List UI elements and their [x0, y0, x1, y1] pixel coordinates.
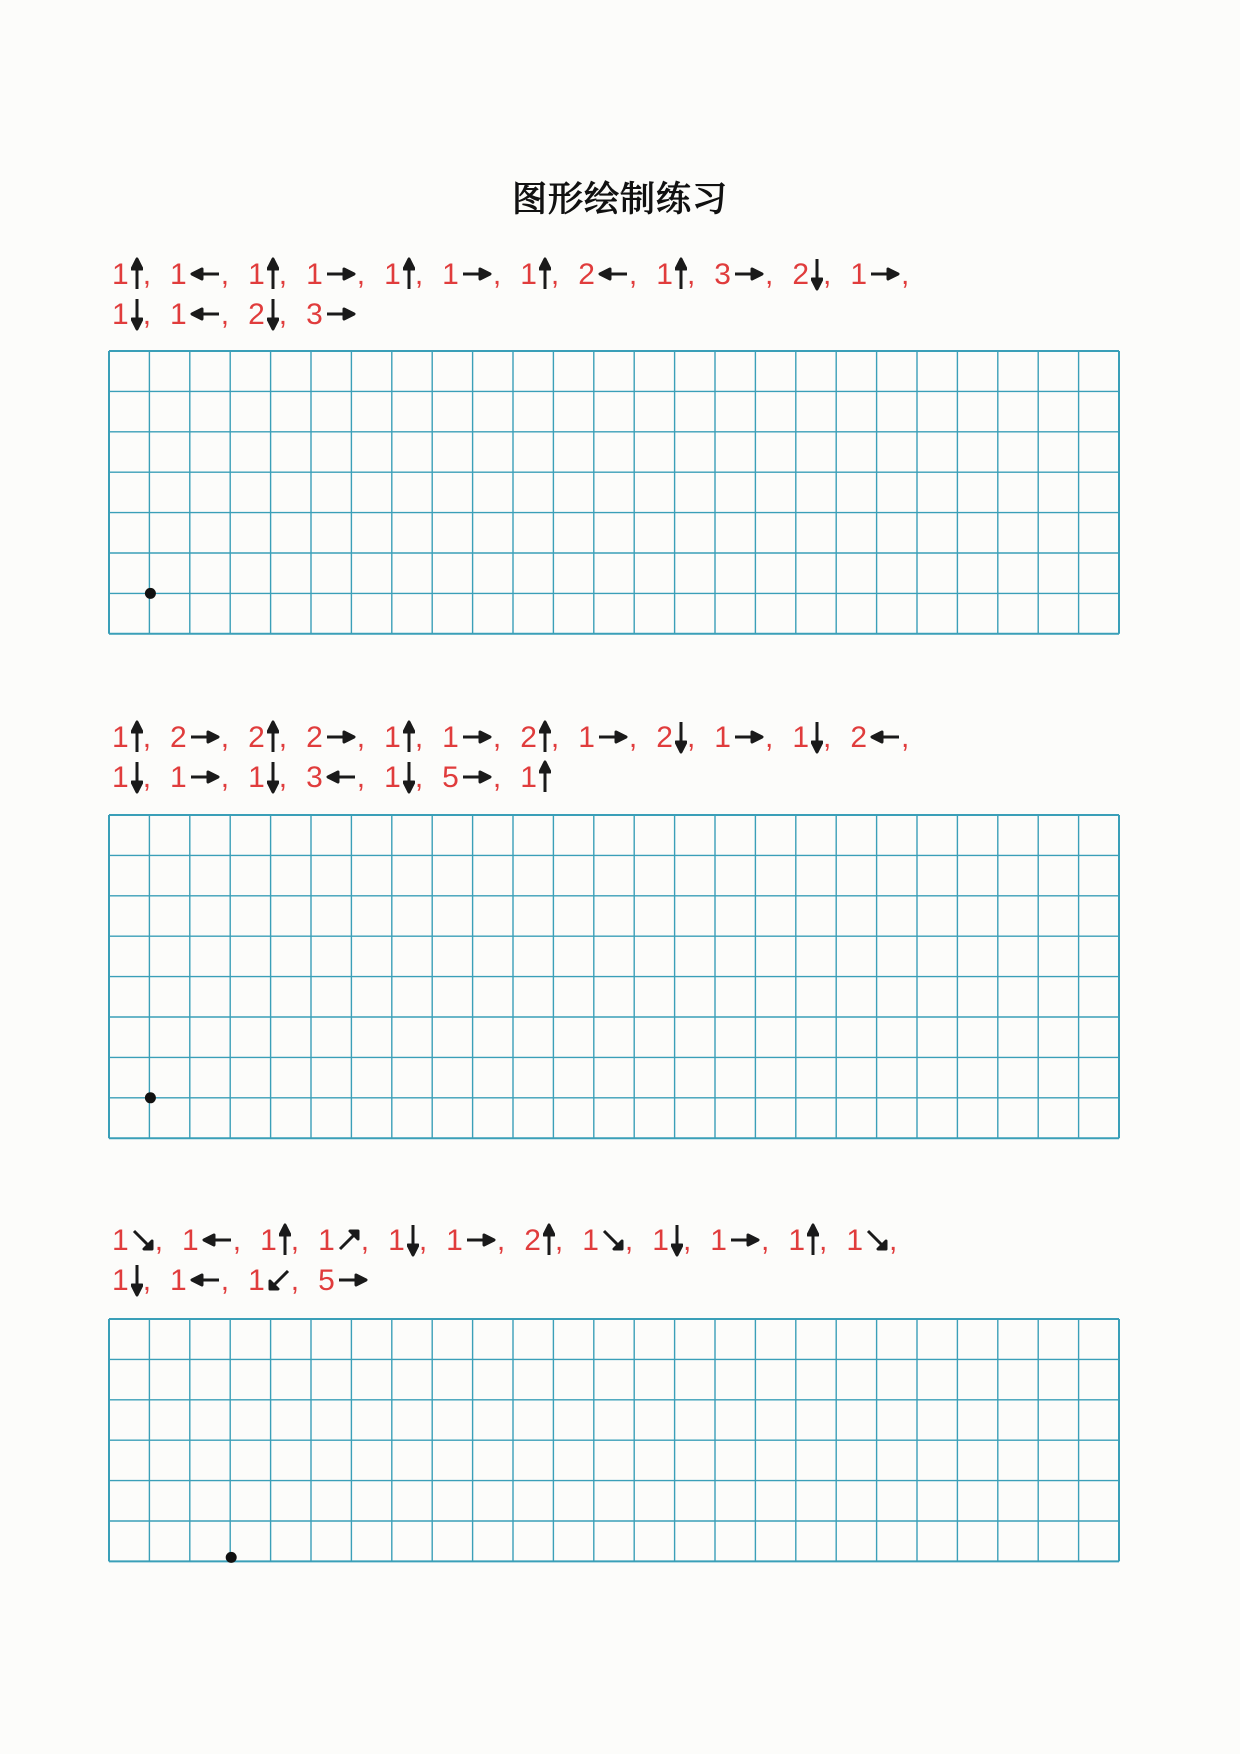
instruction-step [384, 758, 423, 798]
step-count: 2 [524, 1224, 541, 1257]
instruction-step [306, 255, 365, 295]
instruction-step [578, 718, 637, 758]
step-count: 1 [170, 761, 187, 794]
up-arrow-icon [267, 257, 279, 291]
step-separator: , [278, 721, 288, 754]
instruction-step [112, 1221, 163, 1261]
left-arrow-icon [597, 267, 629, 281]
step-count: 1 [442, 721, 459, 754]
down-arrow-icon [267, 297, 279, 331]
step-separator: , [290, 1224, 300, 1257]
step-separator: , [414, 761, 424, 794]
step-count: 1 [520, 761, 537, 794]
step-separator: , [764, 721, 774, 754]
instruction-step [442, 255, 501, 295]
up-arrow-icon [403, 720, 415, 754]
step-separator: , [628, 258, 638, 291]
step-count: 1 [170, 1264, 187, 1297]
instruction-step [170, 718, 229, 758]
step-separator: , [686, 258, 696, 291]
step-count: 5 [318, 1264, 335, 1297]
down-right-arrow-icon [865, 1228, 889, 1252]
step-count: 1 [652, 1224, 669, 1257]
step-separator: , [418, 1224, 428, 1257]
down-arrow-icon [131, 297, 143, 331]
start-point-dot [226, 1552, 237, 1563]
up-arrow-icon [539, 720, 551, 754]
left-arrow-icon [189, 1273, 221, 1287]
step-count: 1 [714, 721, 731, 754]
step-separator: , [901, 258, 910, 291]
instruction-step [714, 718, 773, 758]
step-count: 1 [578, 721, 595, 754]
step-count: 1 [112, 1224, 129, 1257]
left-arrow-icon [869, 730, 901, 744]
step-count: 1 [850, 258, 868, 291]
up-arrow-icon [267, 720, 279, 754]
step-count: 2 [248, 298, 265, 331]
step-count: 5 [442, 761, 459, 794]
down-arrow-icon [811, 257, 823, 291]
down-arrow-icon [131, 1263, 143, 1297]
step-separator: , [492, 258, 502, 291]
step-count: 1 [112, 761, 129, 794]
instruction-step [850, 255, 909, 295]
step-count: 1 [384, 721, 401, 754]
instruction-step [446, 1221, 505, 1261]
instruction-step [170, 255, 229, 295]
instruction-step [520, 718, 559, 758]
step-separator: , [142, 721, 152, 754]
step-separator: , [554, 1224, 564, 1257]
instruction-step [306, 758, 365, 798]
right-arrow-icon [597, 730, 629, 744]
step-count: 1 [710, 1224, 727, 1257]
instruction-step [582, 1221, 633, 1261]
instruction-step [788, 1221, 827, 1261]
instruction-step [442, 718, 501, 758]
instruction-step [524, 1221, 563, 1261]
step-count: 1 [442, 258, 459, 291]
instruction-step [384, 255, 423, 295]
step-count: 2 [656, 721, 673, 754]
step-count: 3 [306, 298, 323, 331]
instruction-step [170, 1261, 229, 1301]
instruction-step [714, 255, 773, 295]
step-count: 3 [714, 258, 731, 291]
instruction-step [710, 1221, 769, 1261]
step-separator: , [142, 761, 152, 794]
left-arrow-icon [325, 770, 357, 784]
right-arrow-icon [729, 1233, 761, 1247]
step-count: 1 [170, 298, 187, 331]
instruction-step [112, 758, 151, 798]
step-separator: , [764, 258, 774, 291]
instruction-step [248, 295, 287, 335]
exercise-2-grid-lines[interactable] [109, 815, 1119, 1138]
step-separator: , [496, 1224, 506, 1257]
right-arrow-icon [461, 267, 493, 281]
step-separator: , [492, 721, 502, 754]
instruction-step [520, 255, 559, 295]
instruction-step [248, 758, 287, 798]
step-separator: , [760, 1224, 770, 1257]
right-arrow-icon [733, 730, 765, 744]
step-count: 1 [170, 258, 187, 291]
right-arrow-icon [189, 730, 221, 744]
step-count: 2 [520, 721, 537, 754]
instruction-step [656, 718, 695, 758]
down-right-arrow-icon [601, 1228, 625, 1252]
step-count: 1 [384, 761, 401, 794]
step-separator: , [356, 721, 366, 754]
step-separator: , [142, 258, 152, 291]
instruction-step [318, 1261, 369, 1301]
instruction-step [182, 1221, 241, 1261]
step-separator: , [889, 1224, 898, 1257]
step-separator: , [550, 721, 560, 754]
step-separator: , [290, 1264, 300, 1297]
down-arrow-icon [267, 760, 279, 794]
step-separator: , [278, 761, 288, 794]
instruction-line [112, 255, 1152, 295]
step-separator: , [142, 1264, 152, 1297]
up-arrow-icon [131, 720, 143, 754]
right-arrow-icon [337, 1273, 369, 1287]
right-arrow-icon [733, 267, 765, 281]
right-arrow-icon [325, 267, 357, 281]
step-separator: , [278, 298, 288, 331]
instruction-step [306, 718, 365, 758]
step-count: 3 [306, 761, 323, 794]
instruction-step [248, 718, 287, 758]
exercise-2-instructions [112, 718, 1152, 798]
step-count: 1 [656, 258, 673, 291]
instruction-step [248, 255, 287, 295]
step-count: 1 [112, 298, 129, 331]
step-count: 1 [788, 1224, 805, 1257]
right-arrow-icon [869, 267, 901, 281]
right-arrow-icon [189, 770, 221, 784]
down-left-arrow-icon [267, 1268, 291, 1292]
step-count: 2 [792, 258, 809, 291]
exercise-1-grid-lines[interactable] [109, 351, 1119, 634]
step-count: 1 [182, 1224, 199, 1257]
up-arrow-icon [675, 257, 687, 291]
instruction-step [846, 1221, 897, 1261]
up-arrow-icon [279, 1223, 291, 1257]
down-arrow-icon [671, 1223, 683, 1257]
instruction-step [260, 1221, 299, 1261]
step-separator: , [686, 721, 696, 754]
step-count: 1 [318, 1224, 335, 1257]
step-separator: , [360, 1224, 370, 1257]
step-separator: , [220, 298, 230, 331]
step-count: 1 [388, 1224, 405, 1257]
up-arrow-icon [131, 257, 143, 291]
down-right-arrow-icon [131, 1228, 155, 1252]
up-arrow-icon [543, 1223, 555, 1257]
step-separator: , [220, 761, 230, 794]
start-point-dot [145, 588, 156, 599]
page-title: 图形绘制练习 [511, 180, 728, 220]
step-count: 2 [248, 721, 265, 754]
step-count: 1 [260, 1224, 277, 1257]
right-arrow-icon [325, 307, 357, 321]
instruction-step [248, 1261, 299, 1301]
instruction-step [112, 1261, 151, 1301]
step-separator: , [278, 258, 288, 291]
step-separator: , [901, 721, 910, 754]
exercise-1-instructions [112, 255, 1152, 335]
left-arrow-icon [189, 267, 221, 281]
step-count: 1 [112, 1264, 129, 1297]
instruction-step [520, 758, 551, 798]
instruction-line [112, 718, 1152, 758]
step-separator: , [682, 1224, 692, 1257]
step-count: 1 [112, 721, 129, 754]
step-count: 1 [446, 1224, 463, 1257]
step-separator: , [550, 258, 560, 291]
instruction-step [170, 758, 229, 798]
step-separator: , [220, 258, 230, 291]
up-arrow-icon [403, 257, 415, 291]
step-separator: , [154, 1224, 164, 1257]
instruction-line [112, 1261, 1152, 1301]
instruction-step [792, 255, 831, 295]
step-separator: , [628, 721, 638, 754]
step-count: 1 [792, 721, 809, 754]
step-separator: , [823, 258, 832, 291]
step-separator: , [414, 721, 424, 754]
step-count: 1 [520, 258, 537, 291]
step-count: 1 [248, 1264, 265, 1297]
instruction-step [112, 718, 151, 758]
step-count: 1 [248, 258, 265, 291]
up-arrow-icon [539, 760, 551, 794]
step-count: 1 [306, 258, 323, 291]
step-count: 2 [578, 258, 595, 291]
step-count: 1 [112, 258, 129, 291]
step-separator: , [819, 1224, 828, 1257]
instruction-step [112, 255, 151, 295]
instruction-line [112, 1221, 1152, 1261]
instruction-step [578, 255, 637, 295]
left-arrow-icon [189, 307, 221, 321]
step-separator: , [356, 258, 366, 291]
step-count: 2 [850, 721, 868, 754]
up-arrow-icon [807, 1223, 819, 1257]
step-separator: , [624, 1224, 634, 1257]
right-arrow-icon [461, 730, 493, 744]
instruction-line [112, 295, 1152, 335]
step-count: 1 [846, 1224, 864, 1257]
down-arrow-icon [407, 1223, 419, 1257]
instruction-step [112, 295, 151, 335]
instruction-step [442, 758, 501, 798]
step-separator: , [232, 1224, 242, 1257]
down-arrow-icon [131, 760, 143, 794]
instruction-step [656, 255, 695, 295]
start-point-dot [145, 1092, 156, 1103]
instruction-step [850, 718, 909, 758]
step-separator: , [142, 298, 152, 331]
down-arrow-icon [675, 720, 687, 754]
instruction-step [388, 1221, 427, 1261]
step-count: 1 [384, 258, 401, 291]
left-arrow-icon [201, 1233, 233, 1247]
instruction-step [384, 718, 423, 758]
up-right-arrow-icon [337, 1228, 361, 1252]
step-count: 2 [306, 721, 323, 754]
exercise-3-grid-lines[interactable] [109, 1319, 1119, 1563]
right-arrow-icon [465, 1233, 497, 1247]
step-separator: , [414, 258, 424, 291]
instruction-step [170, 295, 229, 335]
instruction-step [792, 718, 831, 758]
step-separator: , [492, 761, 502, 794]
instruction-line [112, 758, 1152, 798]
right-arrow-icon [461, 770, 493, 784]
step-count: 1 [248, 761, 265, 794]
step-separator: , [823, 721, 832, 754]
step-count: 2 [170, 721, 187, 754]
up-arrow-icon [539, 257, 551, 291]
exercise-3-instructions [112, 1221, 1152, 1301]
instruction-step [318, 1221, 369, 1261]
step-separator: , [220, 721, 230, 754]
step-count: 1 [582, 1224, 599, 1257]
step-separator: , [356, 761, 366, 794]
down-arrow-icon [811, 720, 823, 754]
down-arrow-icon [403, 760, 415, 794]
step-separator: , [220, 1264, 230, 1297]
right-arrow-icon [325, 730, 357, 744]
instruction-step [652, 1221, 691, 1261]
instruction-step [306, 295, 357, 335]
